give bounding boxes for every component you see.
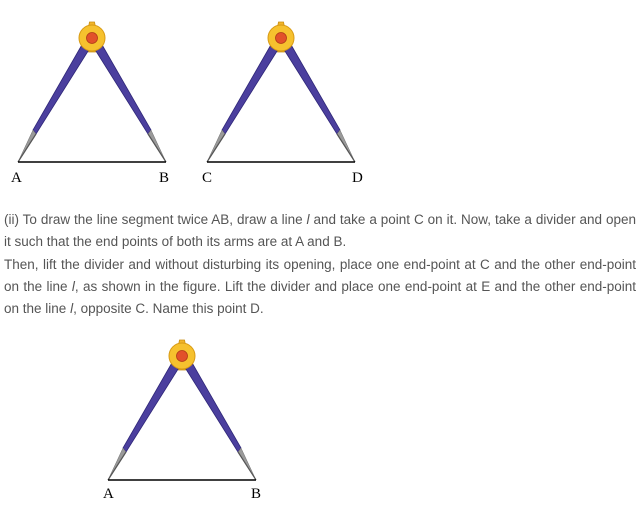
label-b-top: B (159, 170, 170, 186)
divider-ab-bottom (108, 340, 256, 480)
label-c: C (202, 170, 213, 186)
top-figure (0, 0, 639, 200)
divider-cd (207, 22, 355, 162)
p2-text-3: , opposite C. Name this point D. (73, 301, 264, 317)
label-a-bottom: A (103, 486, 114, 502)
paragraph-1 (4, 209, 636, 254)
p2-text-2: , as shown in the figure. Lift the divider and place one end-point at E and the other end-point on the line (4, 278, 636, 317)
bottom-figure (0, 318, 639, 507)
p1-text-1: (ii) To draw the line segment twice AB, draw a line (4, 212, 307, 227)
label-d: D (352, 170, 363, 186)
p2-text-1: Then, lift the divider and without disturbing its opening, place one end-point at C and the other end-point on the line (4, 256, 636, 294)
label-b-bottom: B (251, 486, 262, 502)
divider-ab-top (18, 22, 166, 162)
instruction-text (4, 209, 636, 320)
paragraph-2 (4, 254, 636, 321)
p1-text-2: and take a point C on it. Now, take a divider and open it such that the end points of both its arms are at A and B. (4, 212, 637, 250)
p2-line-var-1: l (71, 278, 75, 294)
p2-line-var-2: l (70, 301, 74, 317)
label-a-top: A (11, 170, 22, 186)
p1-line-var: l (306, 212, 310, 227)
